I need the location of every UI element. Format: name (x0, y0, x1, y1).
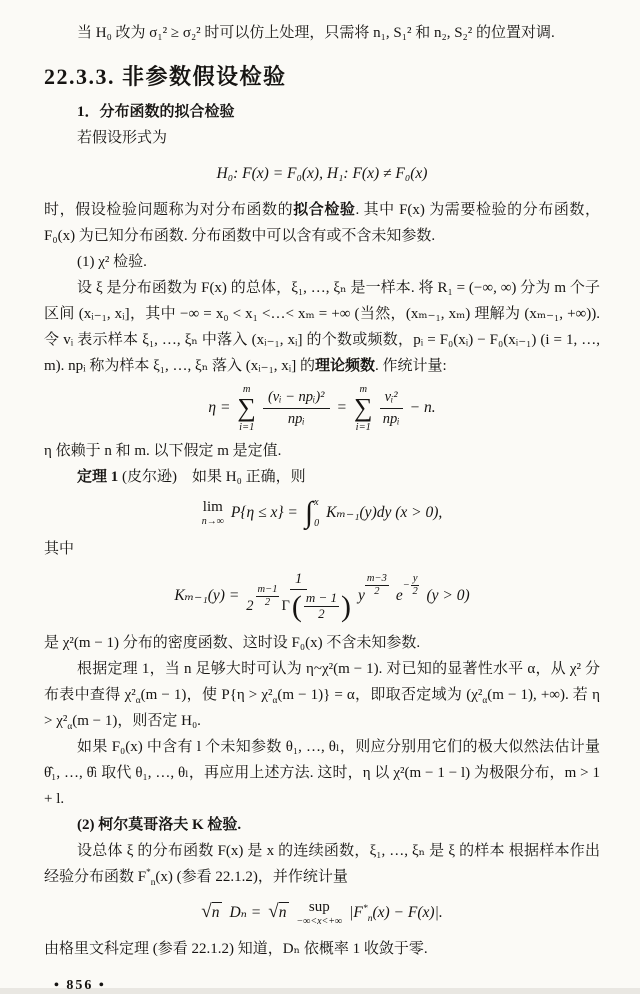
e-exponent-fraction (411, 573, 420, 598)
gamma-arg-den: 2 (318, 606, 325, 622)
supremum-operator (296, 899, 342, 927)
paragraph-empirical-distribution: 设总体 ξ 的分布函数 F(x) 是 x 的连续函数，ξ₁, …, ξₙ 是 ξ 的样本 根据样本作出经验分布函数 $F^*_n(x)$ (参看 22.1.2)，并作统计量 (44, 842, 600, 888)
y-base: y (358, 586, 365, 604)
density-numerator: 1 (290, 570, 307, 591)
lim-word: lim (202, 499, 223, 516)
integral-upper-limit: x (314, 496, 319, 508)
e-exponent (403, 573, 420, 598)
gamma-open-paren: ( (291, 589, 302, 623)
y-power-term (358, 573, 389, 608)
fraction-v-squared (380, 388, 403, 429)
lim-subscript: n→∞ (201, 515, 224, 527)
exponential-term (395, 573, 420, 608)
eta-lhs: η = (208, 399, 231, 417)
y-exponent-fraction (365, 573, 389, 598)
dn-equals: Dₙ = (229, 904, 262, 922)
paragraph-glivenko: 由格里文科定理 (参看 22.1.2) 知道，Dₙ 依概率 1 收敛于零. (44, 940, 428, 957)
limit-operator (202, 499, 224, 527)
y-exp-den: 2 (374, 586, 380, 598)
formula-chi-square-density (44, 566, 600, 626)
paragraph-density-note: 是 χ²(m − 1) 分布的密度函数、这时设 F₀(x) 不含未知参数. (44, 634, 421, 651)
kolmogorov-abs-term: $|F^*_n(x) - F(x)|$. (349, 902, 443, 925)
formula-hypotheses (44, 155, 600, 193)
density-exp-den: 2 (264, 597, 271, 609)
sum2-sigma-symbol: ∑ (354, 393, 373, 423)
summation-operator-2 (354, 383, 373, 434)
radical-symbol-left: √ (201, 901, 212, 923)
paragraph-kolmogorov-label: (2) 柯尔莫哥洛夫 K 检验. (77, 816, 242, 833)
sum1-sigma-symbol: ∑ (237, 393, 256, 423)
paragraph-variance-swap: 当 H₀ 改为 σ₁² ≥ σ₂² 时可以仿上处理，只需将 n₁, S₁² 和 n₂, S₂² 的位置对调. (77, 25, 555, 41)
paragraph-theorem-1: 定理 1 (皮尔逊) 如果 H₀ 正确，则 (77, 468, 306, 485)
sum2-upper-limit: m (359, 384, 368, 395)
eta-tail: − n. (409, 399, 436, 417)
fraction2-numerator: vᵢ² (380, 388, 403, 409)
formula-kolmogorov-statistic (44, 894, 600, 932)
e-exp-sign: − (402, 580, 410, 592)
density-main-fraction (246, 570, 351, 623)
gamma-symbol: Γ (281, 598, 290, 615)
y-exponent (365, 573, 389, 598)
paragraph-eta-depends: η 依赖于 n 和 m. 以下假定 m 是定值. (44, 442, 282, 459)
density-lhs: Kₘ₋₁(y) = (174, 587, 240, 605)
radicand-right: n (279, 902, 290, 922)
density-exp-num: m−1 (256, 584, 280, 597)
e-exp-den: 2 (412, 586, 418, 598)
sum1-lower-limit: i=1 (239, 421, 255, 433)
paragraph-hypothesis-intro: 若假设形式为 (77, 130, 168, 146)
sum2-lower-limit: i=1 (355, 421, 371, 433)
sqrt-n-left (201, 902, 222, 923)
section-heading: 22.3.3. 非参数假设检验 (44, 64, 287, 89)
integral-limits (314, 497, 319, 529)
limit-integrand: Kₘ₋₁(y)dy (x > 0), (326, 504, 443, 522)
fraction1-numerator: (vᵢ − npᵢ)² (263, 388, 330, 409)
hypotheses-expression: H₀: F(x) = F₀(x), H₁: F(x) ≠ F₀(x) (216, 165, 428, 182)
paragraph-fit-test: 时，假设检验问题称为对分布函数的拟合检验. 其中 F(x) 为需要检验的分布函数，F₀(x) 为已知分布函数. 分布函数中可以含有或不含未知参数. (44, 202, 600, 244)
e-base: e (395, 586, 403, 604)
fraction2-denominator: npᵢ (382, 410, 400, 427)
sum1-upper-limit: m (242, 384, 251, 395)
page-number: • 856 • (54, 977, 106, 993)
sup-subscript: −∞<x<+∞ (296, 915, 343, 927)
e-exp-num: y (411, 573, 420, 586)
gamma-argument-fraction (304, 591, 339, 622)
limit-probability-expression: P{η ≤ x} = (230, 503, 298, 521)
y-exp-num: m−3 (365, 573, 389, 586)
sqrt-n-right (268, 902, 289, 923)
paragraph-unknown-parameters: 如果 F₀(x) 中含有 l 个未知参数 θ₁, …, θₗ，则应分别用它们的极大似然法估计量 θ̂₁, …, θ̂ₗ 取代 θ₁, …, θₗ，再应用上述方法. 这时，η 以 χ²(m − 1 − l) 为极限分布，m > 1 + l. (44, 738, 600, 807)
radical-symbol-right: √ (268, 901, 279, 923)
formula-eta-statistic (44, 383, 600, 434)
subsection-heading: 1．分布函数的拟合检验 (77, 104, 235, 120)
density-base-two: 2 (246, 598, 254, 615)
fraction1-denominator: npᵢ (287, 410, 305, 427)
paragraph-chi-square-label: (1) χ² 检验. (77, 254, 147, 270)
integral-symbol: ∫ (304, 495, 314, 529)
sup-word: sup (308, 899, 330, 916)
radicand-left: n (212, 902, 223, 922)
paragraph-where: 其中 (44, 540, 75, 557)
density-exponent-fraction (256, 584, 280, 609)
paragraph-sample-setup: 设 ξ 是分布函数为 F(x) 的总体，ξ₁, …, ξₙ 是一样本. 将 R₁ = (−∞, ∞) 分为 m 个子区间 (xᵢ₋₁, xᵢ]，其中 −∞ = x₀ < x₁ <…< xₘ = +∞ (当然，(xₘ₋₁, xₘ) 理解为 (xₘ₋₁, +∞)). 令 vᵢ 表示样本 ξ₁, …, ξₙ 中落入 (xᵢ₋₁, xᵢ] 的个数或频数，pᵢ = F₀(xᵢ) − F₀(xᵢ₋₁) (i = 1, …, m). npᵢ 称为样本 ξ₁, …, ξₙ 落入 (xᵢ₋₁, xᵢ] 的理论频数. 作统计量: (44, 280, 600, 374)
density-condition: (y > 0) (426, 586, 470, 604)
formula-limit-distribution (44, 494, 600, 532)
fraction-observed-expected (263, 388, 330, 429)
paragraph-alpha-rejection: 根据定理 1，当 n 足够大时可认为 η~χ²(m − 1). 对已知的显著性水平 α，从 χ² 分布表中查得 $\chi^2_\alpha(m - 1)$，使 $P\{\eta > \chi^2_\alpha(m - 1)\} = \alpha$，即取否定域为 ($\chi^2_\alpha(m - 1)$, +∞). 若 $\eta > \chi^2_\alpha(m - 1)$，则否定 H₀. (44, 660, 600, 732)
density-denominator (246, 584, 352, 623)
gamma-close-paren: ) (341, 589, 352, 623)
gamma-arg-num: m − 1 (305, 590, 338, 606)
eta-equals-sign: = (336, 399, 348, 417)
summation-operator-1 (237, 383, 256, 434)
integral-lower-limit: 0 (314, 517, 320, 529)
integral-operator (305, 497, 319, 529)
density-exponent (256, 584, 280, 609)
